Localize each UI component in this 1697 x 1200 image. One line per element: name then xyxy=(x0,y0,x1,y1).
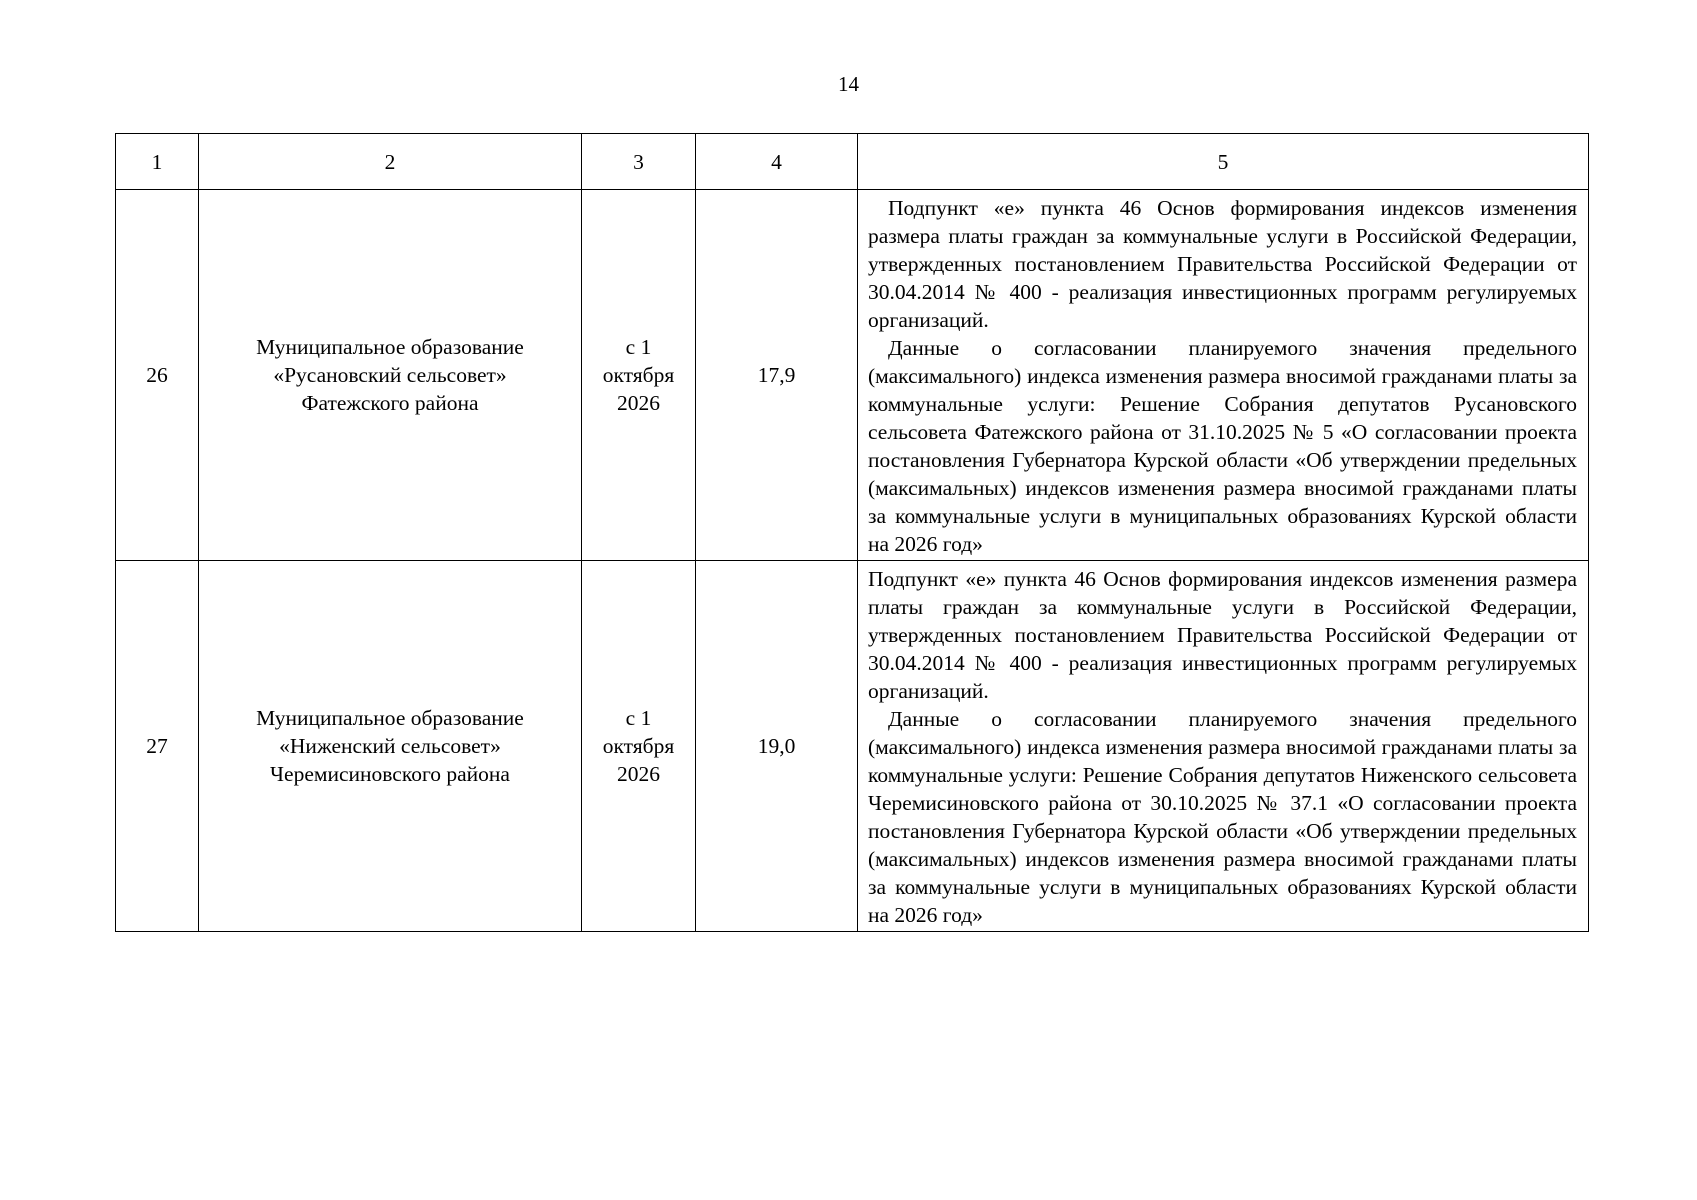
municipality-line: «Русановский сельсовет» xyxy=(273,363,507,387)
page-number: 14 xyxy=(838,72,859,96)
column-header-4: 4 xyxy=(696,134,858,190)
justification-paragraph: Данные о согласовании планируемого значения предельного (максимального) индекса изменения размера вносимой гражданами платы за коммунальные услуги: Решение Собрания депутатов Русановского сельсовета Фатежского района от 31.10.2025 № 5 «О согласовании проекта постановления Губернатора Курской области «Об утверждении предельных (максимальных) индексов изменения размера вносимой гражданами платы за коммунальные услуги в муниципальных образованиях Курской области на 2026 год» xyxy=(868,336,1577,556)
justification-cell xyxy=(858,561,1589,932)
column-number-row xyxy=(116,134,1589,190)
date-line: 2026 xyxy=(617,391,660,415)
justification-paragraph: Подпункт «е» пункта 46 Основ формирования индексов изменения размера платы граждан за коммунальные услуги в Российской Федерации, утвержденных постановлением Правительства Российской Федерации от 30.04.2014 № 400 - реализация инвестиционных программ регулируемых организаций. xyxy=(868,196,1577,332)
date-line: 2026 xyxy=(617,762,660,786)
column-header-3: 3 xyxy=(582,134,696,190)
date-line: октября xyxy=(602,363,675,387)
index-value: 17,9 xyxy=(696,190,858,561)
justification-cell xyxy=(858,190,1589,561)
column-header-2: 2 xyxy=(199,134,582,190)
date-line: с 1 xyxy=(625,706,652,730)
index-value: 19,0 xyxy=(696,561,858,932)
effective-date-cell xyxy=(582,190,696,561)
municipality-cell xyxy=(199,190,582,561)
justification-paragraph: Данные о согласовании планируемого значения предельного (максимального) индекса изменения размера вносимой гражданами платы за коммунальные услуги: Решение Собрания депутатов Ниженского сельсовета Черемисиновского района от 30.10.2025 № 37.1 «О согласовании проекта постановления Губернатора Курской области «Об утверждении предельных (максимальных) индексов изменения размера вносимой гражданами платы за коммунальные услуги в муниципальных образованиях Курской области на 2026 год» xyxy=(868,707,1577,927)
table-row xyxy=(116,561,1589,932)
tariff-index-table xyxy=(115,133,1589,932)
date-line: с 1 xyxy=(625,335,652,359)
effective-date-cell xyxy=(582,561,696,932)
municipality-line: «Ниженский сельсовет» xyxy=(279,734,501,758)
municipality-line: Муниципальное образование xyxy=(256,335,524,359)
justification-paragraph: Подпункт «е» пункта 46 Основ формирования индексов изменения размера платы граждан за коммунальные услуги в Российской Федерации, утвержденных постановлением Правительства Российской Федерации от 30.04.2014 № 400 - реализация инвестиционных программ регулируемых организаций. xyxy=(868,567,1577,703)
column-header-1: 1 xyxy=(116,134,199,190)
municipality-line: Муниципальное образование xyxy=(256,706,524,730)
date-line: октября xyxy=(602,734,675,758)
table-row xyxy=(116,190,1589,561)
municipality-line: Черемисиновского района xyxy=(270,762,510,786)
column-header-5: 5 xyxy=(858,134,1589,190)
row-number: 27 xyxy=(116,561,199,932)
municipality-cell xyxy=(199,561,582,932)
row-number: 26 xyxy=(116,190,199,561)
municipality-line: Фатежского района xyxy=(301,391,479,415)
